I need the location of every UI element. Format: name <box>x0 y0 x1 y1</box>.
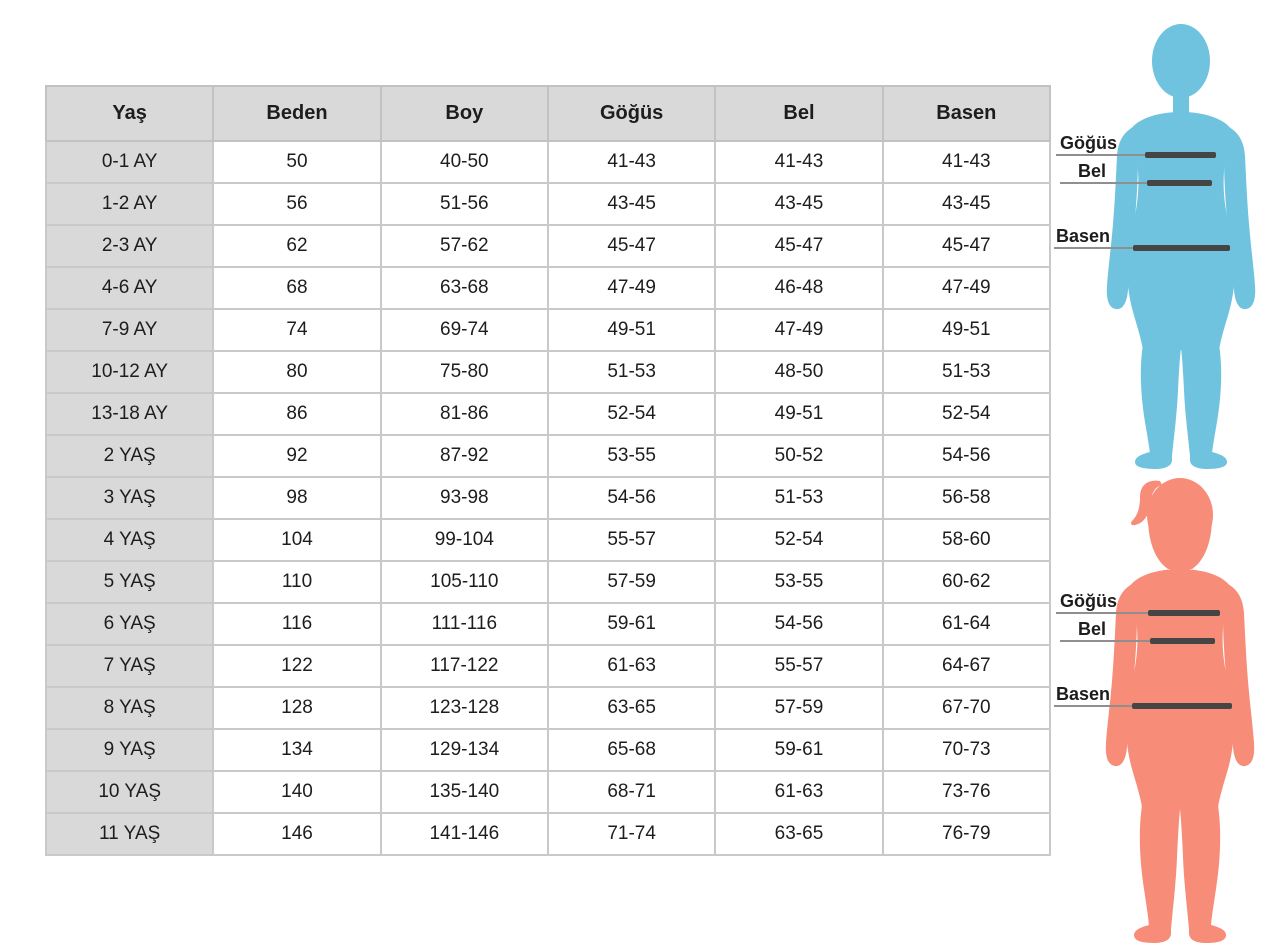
table-cell: 81-86 <box>381 393 548 435</box>
size-chart-table-area <box>45 85 1051 856</box>
table-cell: 74 <box>213 309 380 351</box>
table-cell: 49-51 <box>715 393 882 435</box>
table-row <box>46 813 1050 855</box>
table-cell: 45-47 <box>883 225 1050 267</box>
table-cell: 64-67 <box>883 645 1050 687</box>
table-row <box>46 183 1050 225</box>
table-cell: 45-47 <box>715 225 882 267</box>
measure-label-hip: Basen <box>1056 684 1111 704</box>
row-header: 4-6 AY <box>46 267 213 309</box>
table-cell: 73-76 <box>883 771 1050 813</box>
boy-left-leg <box>1141 344 1181 456</box>
table-cell: 51-53 <box>548 351 715 393</box>
table-cell: 58-60 <box>883 519 1050 561</box>
header-row <box>46 86 1050 141</box>
table-cell: 53-55 <box>548 435 715 477</box>
column-header: Boy <box>381 86 548 141</box>
table-cell: 76-79 <box>883 813 1050 855</box>
table-row <box>46 351 1050 393</box>
table-cell: 70-73 <box>883 729 1050 771</box>
row-header: 1-2 AY <box>46 183 213 225</box>
table-cell: 60-62 <box>883 561 1050 603</box>
row-header: 6 YAŞ <box>46 603 213 645</box>
table-cell: 55-57 <box>715 645 882 687</box>
measure-bar <box>1147 180 1212 186</box>
row-header: 11 YAŞ <box>46 813 213 855</box>
table-row <box>46 771 1050 813</box>
table-cell: 110 <box>213 561 380 603</box>
table-cell: 49-51 <box>883 309 1050 351</box>
table-cell: 51-56 <box>381 183 548 225</box>
table-cell: 99-104 <box>381 519 548 561</box>
table-cell: 51-53 <box>715 477 882 519</box>
table-cell: 56 <box>213 183 380 225</box>
boy-head <box>1152 24 1210 98</box>
table-cell: 92 <box>213 435 380 477</box>
table-cell: 52-54 <box>715 519 882 561</box>
table-cell: 43-45 <box>548 183 715 225</box>
measure-label-chest: Göğüs <box>1060 133 1117 153</box>
table-cell: 98 <box>213 477 380 519</box>
measure-bar <box>1132 703 1232 709</box>
table-cell: 62 <box>213 225 380 267</box>
table-cell: 68 <box>213 267 380 309</box>
measure-bar <box>1133 245 1230 251</box>
table-cell: 47-49 <box>548 267 715 309</box>
table-cell: 87-92 <box>381 435 548 477</box>
table-cell: 56-58 <box>883 477 1050 519</box>
table-cell: 80 <box>213 351 380 393</box>
table-cell: 63-65 <box>715 813 882 855</box>
measurement-waist-girl <box>1060 620 1215 638</box>
table-row <box>46 267 1050 309</box>
table-cell: 50-52 <box>715 435 882 477</box>
table-cell: 61-64 <box>883 603 1050 645</box>
table-cell: 116 <box>213 603 380 645</box>
table-row <box>46 645 1050 687</box>
measurement-chest-girl <box>1056 592 1220 610</box>
table-cell: 59-61 <box>715 729 882 771</box>
table-cell: 71-74 <box>548 813 715 855</box>
row-header: 0-1 AY <box>46 141 213 183</box>
girl-left-leg <box>1140 805 1180 929</box>
measurement-hip-boy <box>1054 227 1230 245</box>
table-row <box>46 435 1050 477</box>
table-cell: 43-45 <box>715 183 882 225</box>
table-cell: 75-80 <box>381 351 548 393</box>
table-cell: 57-62 <box>381 225 548 267</box>
table-cell: 140 <box>213 771 380 813</box>
table-cell: 54-56 <box>548 477 715 519</box>
girl-figure-silhouette <box>1090 477 1270 948</box>
table-row <box>46 687 1050 729</box>
table-cell: 49-51 <box>548 309 715 351</box>
table-cell: 40-50 <box>381 141 548 183</box>
measure-bar <box>1145 152 1216 158</box>
table-cell: 63-68 <box>381 267 548 309</box>
table-cell: 54-56 <box>715 603 882 645</box>
table-cell: 63-65 <box>548 687 715 729</box>
table-cell: 47-49 <box>883 267 1050 309</box>
table-row <box>46 225 1050 267</box>
table-cell: 47-49 <box>715 309 882 351</box>
girl-right-foot <box>1189 925 1226 943</box>
girl-body <box>1106 478 1254 943</box>
table-cell: 48-50 <box>715 351 882 393</box>
table-cell: 46-48 <box>715 267 882 309</box>
measurement-hip-girl <box>1054 685 1232 703</box>
measure-bar <box>1150 638 1215 644</box>
table-cell: 43-45 <box>883 183 1050 225</box>
column-header: Yaş <box>46 86 213 141</box>
column-header: Beden <box>213 86 380 141</box>
table-cell: 57-59 <box>715 687 882 729</box>
table-cell: 54-56 <box>883 435 1050 477</box>
measurement-chest-boy <box>1056 134 1216 152</box>
table-cell: 65-68 <box>548 729 715 771</box>
table-row <box>46 729 1050 771</box>
table-cell: 41-43 <box>548 141 715 183</box>
boy-neck <box>1173 88 1189 116</box>
table-cell: 59-61 <box>548 603 715 645</box>
boy-right-leg <box>1181 344 1221 456</box>
table-cell: 123-128 <box>381 687 548 729</box>
table-cell: 67-70 <box>883 687 1050 729</box>
girl-right-leg <box>1180 805 1220 929</box>
row-header: 8 YAŞ <box>46 687 213 729</box>
size-table <box>45 85 1051 856</box>
table-cell: 50 <box>213 141 380 183</box>
boy-left-foot <box>1135 452 1172 469</box>
row-header: 2-3 AY <box>46 225 213 267</box>
table-cell: 69-74 <box>381 309 548 351</box>
table-cell: 93-98 <box>381 477 548 519</box>
table-cell: 135-140 <box>381 771 548 813</box>
table-cell: 134 <box>213 729 380 771</box>
row-header: 10-12 AY <box>46 351 213 393</box>
boy-right-foot <box>1190 452 1227 469</box>
row-header: 4 YAŞ <box>46 519 213 561</box>
row-header: 9 YAŞ <box>46 729 213 771</box>
measure-label-chest: Göğüs <box>1060 591 1117 611</box>
table-cell: 53-55 <box>715 561 882 603</box>
table-row <box>46 561 1050 603</box>
row-header: 7-9 AY <box>46 309 213 351</box>
table-cell: 55-57 <box>548 519 715 561</box>
table-cell: 104 <box>213 519 380 561</box>
row-header: 2 YAŞ <box>46 435 213 477</box>
column-header: Basen <box>883 86 1050 141</box>
measure-label-waist: Bel <box>1078 619 1107 639</box>
table-cell: 61-63 <box>548 645 715 687</box>
table-row <box>46 141 1050 183</box>
table-cell: 57-59 <box>548 561 715 603</box>
column-header: Bel <box>715 86 882 141</box>
row-header: 5 YAŞ <box>46 561 213 603</box>
table-cell: 51-53 <box>883 351 1050 393</box>
table-cell: 52-54 <box>883 393 1050 435</box>
row-header: 7 YAŞ <box>46 645 213 687</box>
table-cell: 122 <box>213 645 380 687</box>
measure-label-hip: Basen <box>1056 226 1111 246</box>
table-cell: 146 <box>213 813 380 855</box>
table-row <box>46 393 1050 435</box>
table-cell: 52-54 <box>548 393 715 435</box>
row-header: 3 YAŞ <box>46 477 213 519</box>
table-cell: 68-71 <box>548 771 715 813</box>
table-cell: 128 <box>213 687 380 729</box>
table-row <box>46 309 1050 351</box>
table-cell: 41-43 <box>715 141 882 183</box>
table-cell: 41-43 <box>883 141 1050 183</box>
table-cell: 141-146 <box>381 813 548 855</box>
table-row <box>46 477 1050 519</box>
table-row <box>46 603 1050 645</box>
measurement-waist-boy <box>1060 162 1212 180</box>
table-row <box>46 519 1050 561</box>
measure-label-waist: Bel <box>1078 161 1107 181</box>
column-header: Göğüs <box>548 86 715 141</box>
girl-left-foot <box>1134 925 1171 943</box>
table-cell: 86 <box>213 393 380 435</box>
row-header: 10 YAŞ <box>46 771 213 813</box>
measure-bar <box>1148 610 1220 616</box>
row-header: 13-18 AY <box>46 393 213 435</box>
table-cell: 105-110 <box>381 561 548 603</box>
table-cell: 111-116 <box>381 603 548 645</box>
table-cell: 45-47 <box>548 225 715 267</box>
table-cell: 117-122 <box>381 645 548 687</box>
table-cell: 129-134 <box>381 729 548 771</box>
table-cell: 61-63 <box>715 771 882 813</box>
